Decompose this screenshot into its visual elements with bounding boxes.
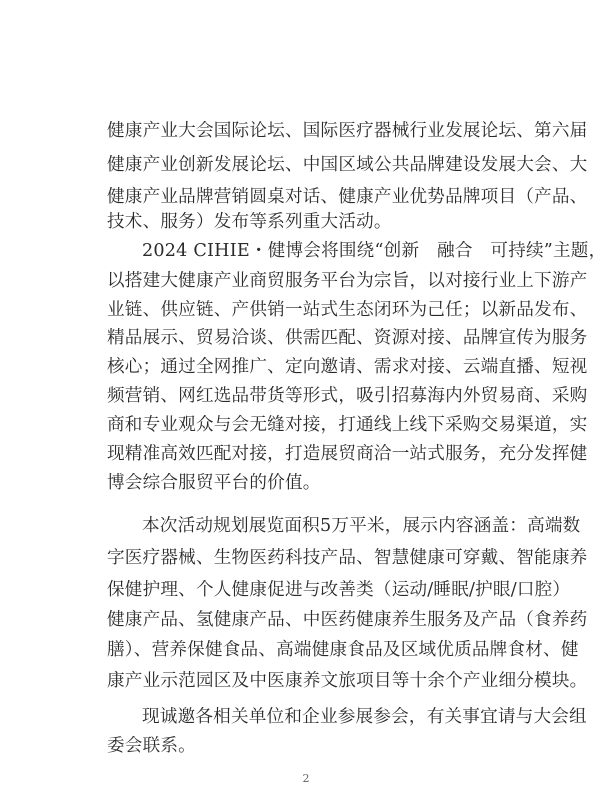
paragraph-3-line-1: 本次活动规划展览面积5万平米，展示内容涵盖：高端数 xyxy=(142,516,581,536)
page-number: 2 xyxy=(302,772,310,785)
paragraph-2-line-5: 核心；通过全网推广、定向邀请、需求对接、云端直播、短视 xyxy=(107,357,588,377)
paragraph-1-line-2: 健康产业创新发展论坛、中国区域公共品牌建设发展大会、大 xyxy=(107,155,588,175)
paragraph-2-line-2: 以搭建大健康产业商贸服务平台为宗旨，以对接行业上下游产 xyxy=(107,271,588,291)
paragraph-4-line-2: 委会联系。 xyxy=(107,736,196,756)
paragraph-1-line-3: 健康产业品牌营销圆桌对话、健康产业优势品牌项目（产品、 xyxy=(107,187,588,207)
paragraph-4-line-1: 现诚邀各相关单位和企业参展参会，有关事宜请与大会组 xyxy=(142,707,587,727)
paragraph-2-line-3: 业链、供应链、产供销一站式生态闭环为己任；以新品发布、 xyxy=(107,300,588,320)
paragraph-3-line-5: 膳）、营养保健食品、高端健康食品及区域优质品牌食材、健 xyxy=(107,640,579,660)
paragraph-2-line-7: 商和专业观众与会无缝对接，打通线上线下采购交易渠道，实 xyxy=(107,415,588,435)
paragraph-3-line-4: 健康产品、氢健康产品、中医药健康养生服务及产品（食养药 xyxy=(107,610,588,630)
paragraph-1-line-1: 健康产业大会国际论坛、国际医疗器械行业发展论坛、第六届 xyxy=(107,121,588,141)
paragraph-2-line-9: 博会综合服贸平台的价值。 xyxy=(107,473,321,493)
paragraph-3-line-2: 字医疗器械、生物医药科技产品、智慧健康可穿戴、智能康养 xyxy=(107,548,588,568)
paragraph-3-line-6: 康产业示范园区及中医康养文旅项目等十余个产业细分模块。 xyxy=(107,671,588,691)
paragraph-2-line-1: 2024 CIHIE・健博会将围绕“创新 融合 可持续”主题， xyxy=(142,241,607,261)
paragraph-2-line-8: 现精准高效匹配对接，打造展贸商洽一站式服务，充分发挥健 xyxy=(107,444,588,464)
paragraph-3-line-3: 保健护理、个人健康促进与改善类（运动/睡眠/护眼/口腔） xyxy=(107,580,571,600)
paragraph-2-line-6: 频营销、网红选品带货等形式，吸引招募海内外贸易商、采购 xyxy=(107,386,588,406)
paragraph-2-line-4: 精品展示、贸易洽谈、供需匹配、资源对接、品牌宣传为服务 xyxy=(107,328,588,348)
paragraph-1-line-4: 技术、服务）发布等系列重大活动。 xyxy=(107,212,392,232)
